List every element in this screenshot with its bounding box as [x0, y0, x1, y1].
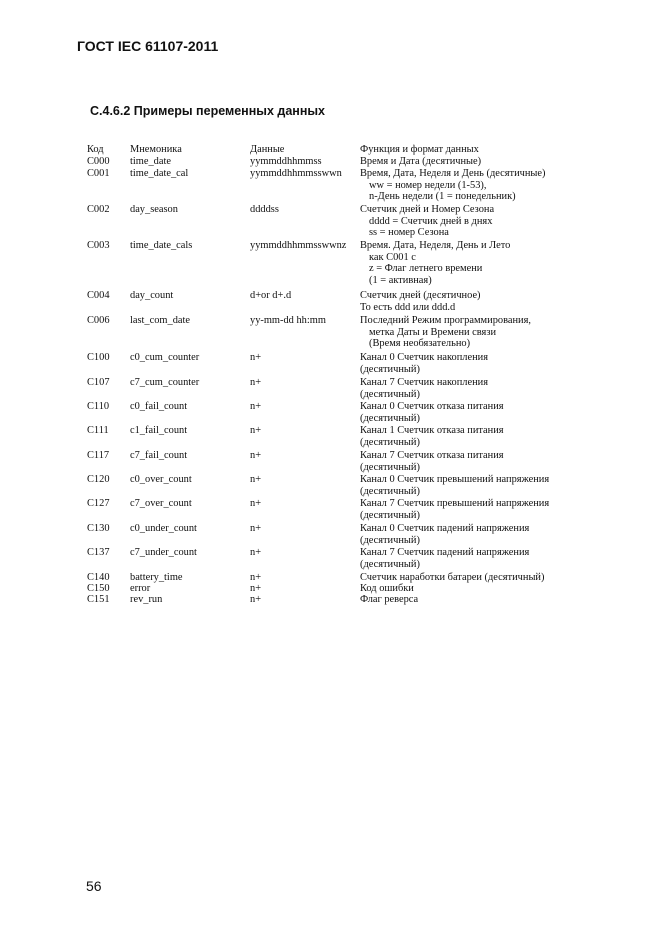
- row-code: C107: [87, 377, 110, 388]
- row-function: [360, 523, 529, 546]
- header-mnemonic: Мнемоника: [130, 144, 182, 155]
- row-mnemonic: time_date_cal: [130, 168, 189, 179]
- row-code: C150: [87, 583, 110, 594]
- row-mnemonic: c0_over_count: [130, 474, 192, 485]
- row-mnemonic: time_date: [130, 156, 171, 167]
- row-code: C137: [87, 547, 110, 558]
- row-code: C000: [87, 156, 110, 167]
- function-line: z = Флаг летнего времени: [369, 263, 483, 274]
- function-line: ss = номер Сезона: [369, 227, 449, 238]
- header-function: Функция и формат данных: [360, 144, 479, 155]
- row-code: C003: [87, 240, 110, 251]
- row-format: yymmddhhmmsswwn: [250, 168, 342, 179]
- row-function: [360, 498, 549, 521]
- row-mnemonic: c7_under_count: [130, 547, 197, 558]
- row-function: [360, 547, 529, 570]
- function-line: (десятичный): [360, 388, 420, 400]
- page-number: 56: [86, 878, 102, 894]
- row-mnemonic: c0_cum_counter: [130, 352, 200, 363]
- function-line: Счетчик дней и Номер Сезона: [360, 204, 495, 215]
- function-line: Канал 7 Счетчик превышений напряжения: [360, 498, 550, 509]
- function-line: dddd = Счетчик дней в днях: [369, 215, 493, 227]
- row-format: n+: [250, 572, 262, 583]
- row-code: C006: [87, 315, 110, 326]
- row-format: n+: [250, 523, 262, 534]
- row-format: n+: [250, 474, 262, 485]
- function-line: (Время необязательно): [369, 338, 471, 349]
- row-code: C120: [87, 474, 110, 485]
- row-code: C140: [87, 572, 110, 583]
- row-mnemonic: time_date_cals: [130, 240, 193, 251]
- function-line: как С001 с: [369, 251, 416, 263]
- function-line: (десятичный): [360, 558, 420, 570]
- function-line: Канал 0 Счетчик превышений напряжения: [360, 474, 550, 485]
- row-mnemonic: c0_under_count: [130, 523, 197, 534]
- function-line: (десятичный): [360, 363, 420, 375]
- row-format: ddddss: [250, 204, 279, 215]
- function-line: (десятичный): [360, 412, 420, 424]
- row-function: [360, 377, 488, 400]
- section-title: С.4.6.2 Примеры переменных данных: [90, 104, 325, 118]
- row-function: [360, 168, 545, 203]
- row-function: [360, 572, 544, 584]
- function-line: Канал 0 Счетчик отказа питания: [360, 401, 504, 412]
- row-format: n+: [250, 547, 262, 558]
- row-function: [360, 315, 531, 350]
- row-code: C110: [87, 401, 110, 412]
- row-format: n+: [250, 450, 262, 461]
- header-code: Код: [87, 144, 104, 155]
- row-mnemonic: error: [130, 583, 151, 594]
- function-line: Последний Режим программирования,: [360, 315, 531, 326]
- function-line: (1 = активная): [369, 274, 432, 286]
- row-format: yy-mm-dd hh:mm: [250, 315, 326, 326]
- function-line: n-День недели (1 = понедельник): [369, 191, 516, 202]
- row-function: [360, 240, 510, 286]
- row-code: C001: [87, 168, 110, 179]
- row-function: [360, 401, 504, 424]
- row-format: n+: [250, 401, 262, 412]
- row-function: [360, 204, 494, 239]
- function-line: Канал 7 Счетчик падений напряжения: [360, 547, 530, 558]
- row-mnemonic: c7_cum_counter: [130, 377, 200, 388]
- document-header: ГОСТ IEC 61107-2011: [77, 38, 219, 54]
- function-line: Код ошибки: [360, 583, 414, 594]
- row-function: [360, 594, 418, 606]
- row-format: n+: [250, 377, 262, 388]
- row-mnemonic: c0_fail_count: [130, 401, 188, 412]
- row-mnemonic: rev_run: [130, 594, 163, 605]
- function-line: Канал 7 Счетчик накопления: [360, 377, 488, 388]
- function-line: ww = номер недели (1-53),: [369, 179, 487, 191]
- function-line: (десятичный): [360, 436, 420, 448]
- row-function: [360, 156, 481, 168]
- row-function: [360, 583, 414, 595]
- row-format: n+: [250, 352, 262, 363]
- function-line: (десятичный): [360, 461, 420, 473]
- row-format: yymmddhhmmsswwnz: [250, 240, 347, 251]
- row-function: [360, 352, 488, 375]
- row-mnemonic: c1_fail_count: [130, 425, 188, 436]
- row-format: yymmddhhmmss: [250, 156, 322, 167]
- function-line: Канал 7 Счетчик отказа питания: [360, 450, 504, 461]
- row-function: [360, 290, 481, 313]
- row-mnemonic: c7_fail_count: [130, 450, 188, 461]
- function-line: (десятичный): [360, 534, 420, 546]
- function-line: Время, Дата, Неделя и День (десятичные): [360, 168, 546, 179]
- row-code: C002: [87, 204, 110, 215]
- row-function: [360, 450, 504, 473]
- row-mnemonic: battery_time: [130, 572, 183, 583]
- row-format: n+: [250, 594, 262, 605]
- function-line: метка Даты и Времени связи: [369, 326, 497, 338]
- row-code: C117: [87, 450, 110, 461]
- row-mnemonic: c7_over_count: [130, 498, 192, 509]
- row-format: d+or d+.d: [250, 290, 292, 301]
- function-line: Флаг реверса: [360, 594, 419, 605]
- row-function: [360, 425, 504, 448]
- function-line: Счетчик дней (десятичное): [360, 290, 481, 301]
- row-code: C004: [87, 290, 110, 301]
- row-format: n+: [250, 583, 262, 594]
- function-line: Канал 1 Счетчик отказа питания: [360, 425, 504, 436]
- row-code: C100: [87, 352, 110, 363]
- row-code: C127: [87, 498, 110, 509]
- function-line: То есть ddd или ddd.d: [360, 301, 456, 313]
- row-function: [360, 474, 549, 497]
- row-code: C130: [87, 523, 110, 534]
- header-format: Данные: [250, 144, 285, 155]
- function-line: (десятичный): [360, 485, 420, 497]
- function-line: (десятичный): [360, 509, 420, 521]
- row-mnemonic: last_com_date: [130, 315, 191, 326]
- row-mnemonic: day_season: [130, 204, 178, 215]
- row-code: C151: [87, 594, 110, 605]
- function-line: Время. Дата, Неделя, День и Лето: [360, 240, 511, 251]
- row-code: C111: [87, 425, 109, 436]
- row-mnemonic: day_count: [130, 290, 174, 301]
- function-line: Время и Дата (десятичные): [360, 156, 482, 167]
- row-format: n+: [250, 425, 262, 436]
- row-format: n+: [250, 498, 262, 509]
- function-line: Счетчик наработки батареи (десятичный): [360, 572, 545, 583]
- function-line: Канал 0 Счетчик накопления: [360, 352, 488, 363]
- function-line: Канал 0 Счетчик падений напряжения: [360, 523, 530, 534]
